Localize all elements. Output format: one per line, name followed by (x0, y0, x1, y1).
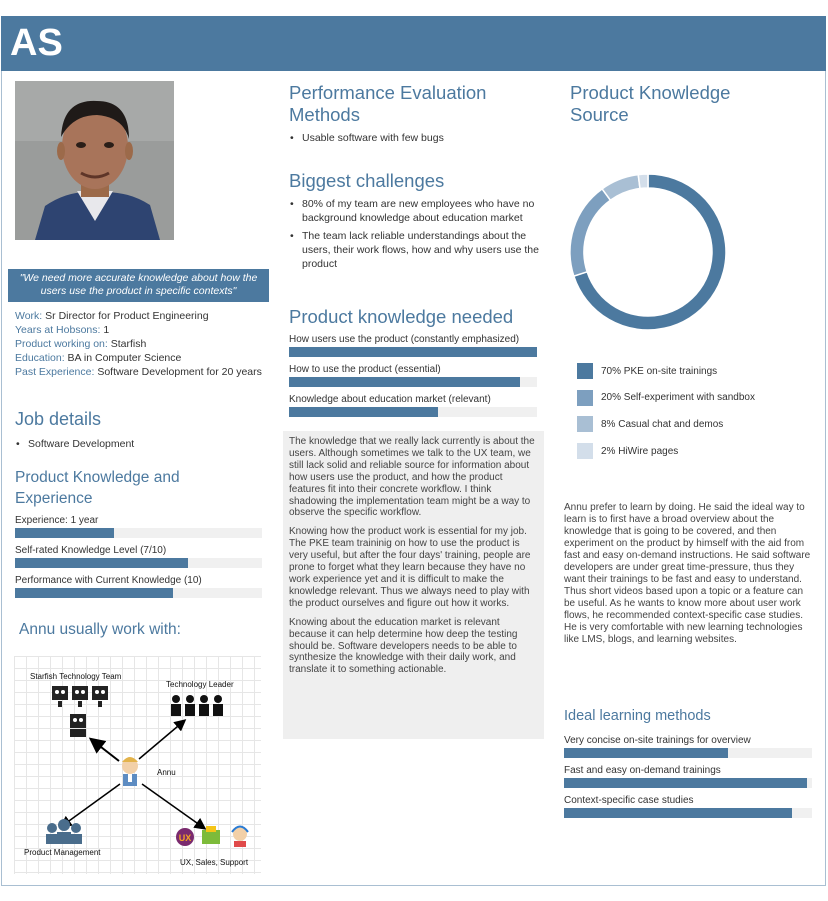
donut-slice-3 (602, 175, 640, 201)
legend-swatch (577, 390, 593, 406)
works-with-title: Annu usually work with: (19, 621, 181, 638)
legend-row (577, 363, 755, 379)
bar-fill (289, 377, 520, 387)
annu-label: Annu (157, 768, 176, 777)
bar-label: How users use the product (constantly emphasized) (289, 334, 520, 345)
needed-bar-product (289, 363, 537, 387)
bar-fill (564, 748, 728, 758)
performance-list (289, 131, 539, 149)
persona-quote: "We need more accurate knowledge about how the users use the product in specific contexts" (8, 269, 269, 302)
bar-label: Very concise on-site trainings for overview (564, 735, 751, 746)
narrative-paragraph: Knowing about the education market is relevant because it can help determine how deep the testing should be. Software developers needs to be able to synthesize the knowledge with their daily work, and translate it to something actionable. (289, 616, 518, 676)
legend-label: 70% PKE on-site trainings (601, 365, 718, 377)
performance-bar (15, 574, 262, 598)
bar-fill (564, 778, 807, 788)
legend-row (577, 416, 755, 432)
work-row: Work: Sr Director for Product Engineering (15, 310, 209, 322)
needed-bar-market (289, 393, 537, 417)
product-row: Product working on: Starfish (15, 338, 147, 350)
arrow-to-team (92, 740, 119, 761)
ideal-bar-onsite (564, 734, 812, 758)
legend-row (577, 443, 755, 459)
legend-label: 20% Self-experiment with sandbox (601, 392, 755, 404)
education-row: Education: BA in Computer Science (15, 352, 182, 364)
legend-label: 2% HiWire pages (601, 445, 679, 457)
legend-swatch (577, 443, 593, 459)
bar-label: Knowledge about education market (relevant) (289, 394, 491, 405)
bar-label: How to use the product (essential) (289, 364, 441, 375)
legend-label: 8% Casual chat and demos (601, 418, 724, 430)
arrow-to-ux (142, 784, 204, 828)
bar-fill (15, 588, 173, 598)
tech-leader-label: Technology Leader (166, 680, 234, 689)
bar-fill (15, 528, 114, 538)
ux-badge-text: UX (178, 833, 192, 843)
bar-fill (289, 347, 537, 357)
learning-preference-text: Annu prefer to learn by doing. He said the ideal way to learn is to first have a broad overview about the knowledge that is going to be covered, and then experiment on the product by himself with the aid from fast and easy on-demand instructions. He said software developers are under great time-pressure, thus they want their trainings to be fast and easy to understand. Thus short videos based upon a topic or a feature can be useful. As he wants to know more about user work flows, he recommended context-specific case studies. He is very comfortable with new learning technologies like LMS, blogs, and learning websites. (564, 502, 811, 645)
needed-bar-users (289, 333, 537, 357)
works-with-diagram (14, 656, 261, 874)
challenges-title: Biggest challenges (289, 170, 445, 191)
source-legend (577, 363, 755, 470)
persona-initials: AS (10, 22, 63, 64)
arrow-to-pm (62, 784, 120, 826)
challenges-list (289, 197, 539, 275)
bar-label: Fast and easy on-demand trainings (564, 765, 721, 776)
knowledge-needed-title: Product knowledge needed (289, 306, 514, 327)
ideal-bar-ondemand (564, 764, 812, 788)
years-row: Years at Hobsons: 1 (15, 324, 110, 336)
pk-experience-title: Product Knowledge and Experience (15, 469, 180, 507)
ideal-methods-title: Ideal learning methods (564, 708, 711, 724)
narrative-paragraph: The knowledge that we really lack currently is about the users. Although sometimes we talk to the UX team, we still lack solid and reliable source for information about how users use the product, and how the product features fit into their concrete workflow. I think shadowing the implementation team might be a way to observe the specific workflow. (289, 436, 535, 519)
profile-photo (15, 81, 174, 240)
product-management-icon (46, 819, 82, 844)
ux-sales-support-label: UX, Sales, Support (180, 858, 249, 867)
donut-slice-2 (570, 189, 610, 276)
header-bar (1, 16, 826, 71)
past-experience-row: Past Experience: Software Development for 20 years (15, 366, 262, 378)
bar-label: Performance with Current Knowledge (10) (15, 575, 202, 586)
narrative-box (283, 431, 544, 739)
source-donut-chart (568, 132, 728, 362)
ux-sales-support-icon (176, 826, 248, 847)
self-rated-bar (15, 544, 262, 568)
bar-label: Context-specific case studies (564, 795, 694, 806)
performance-title: Performance Evaluation Methods (289, 82, 487, 125)
experience-bar (15, 514, 262, 538)
narrative-paragraph: Knowing how the product work is essential for my job. The PKE team traininig on how to use the product is very useful, but after the four days' training, people are prone to forget what they learn because they have no work experience yet and it is difficult to make the knowledge relevant. Thus we always need to play with the product ourselves and figure out how it works. (289, 526, 531, 609)
donut-slice-4 (638, 174, 648, 189)
bar-fill (289, 407, 438, 417)
annu-avatar-icon (122, 757, 138, 786)
list-item: • 80% of my team are new employees who have no background knowledge about education market (289, 197, 539, 225)
source-title: Product Knowledge Source (570, 82, 731, 125)
bar-fill (15, 558, 188, 568)
legend-swatch (577, 416, 593, 432)
bar-fill (564, 808, 792, 818)
tech-leader-icon (171, 695, 223, 716)
legend-swatch (577, 363, 593, 379)
robot-team-icon (52, 686, 108, 737)
job-details-title: Job details (15, 409, 102, 429)
list-item: • Software Development (15, 437, 265, 451)
bar-label: Self-rated Knowledge Level (7/10) (15, 545, 167, 556)
starfish-team-label: Starfish Technology Team (30, 672, 122, 681)
bar-label: Experience: 1 year (15, 515, 99, 526)
product-management-label: Product Management (24, 848, 101, 857)
profile-info (15, 309, 270, 379)
ideal-bar-casestudies (564, 794, 812, 818)
arrow-to-leader (139, 721, 184, 759)
job-details-list (15, 437, 265, 455)
list-item: • Usable software with few bugs (289, 131, 539, 145)
list-item: • The team lack reliable understandings about the users, their work flows, how and why users use the product (289, 229, 539, 271)
legend-row (577, 390, 755, 406)
